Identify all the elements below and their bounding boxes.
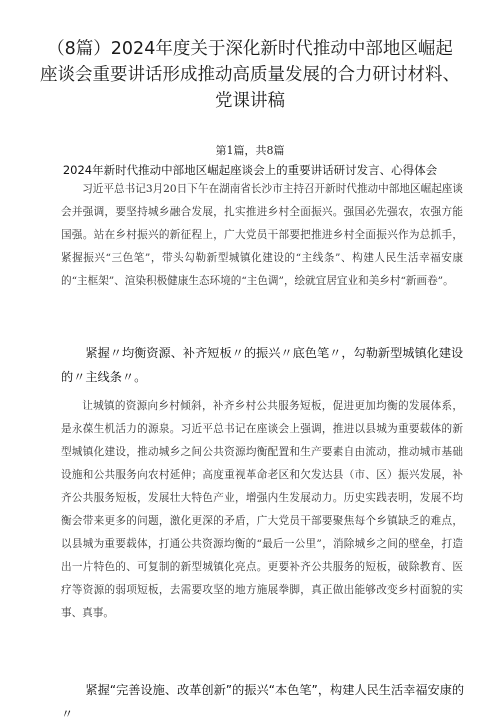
section-heading-1-text: 紧握〃均衡资源、补齐短板〃的振兴〃底色笔〃，勾勒新型城镇化建设的〃主线条〃。 (61, 346, 464, 384)
section-heading-1 (61, 341, 471, 389)
document-title: （8篇）2024年度关于深化新时代推动中部地区崛起座谈会重要讲话形成推动高质量发展的合力研讨材料、党课讲稿 (40, 39, 460, 111)
article-subtitle: 2024年新时代推动中部地区崛起座谈会上的重要讲话研讨发言、心得体会 (62, 163, 438, 177)
page-indicator: 第1篇，共8篇 (215, 144, 285, 157)
body-paragraph-1: 习近平总书记3月20日下午在湖南省长沙市主持召开新时代推动中部地区崛起座谈会并强调，要坚持城乡融合发展，扎实推进乡村全面振兴。强国必先强农，农强方能国强。站在乡村振兴的新征程上，广大党员干部要把推进乡村全面振兴作为总抓手，紧握振兴“三色笔”，带头勾勒新型城镇化建设的“主线条”、构建人民生活幸福安康的“主框架”、渲染积极健康生态环境的“主色调”，绘就宜居宜业和美乡村“新画卷”。 (61, 183, 463, 287)
body-paragraph-2: 让城镇的资源向乡村倾斜，补齐乡村公共服务短板，促进更加均衡的发展体系，是永葆生机活力的源泉。习近平总书记在座谈会上强调，推进以县城为重要载体的新型城镇化建设，推动城乡之间公共资源均衡配置和生产要素自由流动，推动城市基础设施和公共服务向农村延伸；高度重视革命老区和欠发达县（市、区）振兴发展，补齐公共服务短板，发展壮大特色产业，增强内生发展动力。历史实践表明，发展不均衡会带来更多的问题，激化更深的矛盾，广大党员干部要聚焦每个乡镇缺乏的难点，以县城为重要载体，打通公共资源均衡的“最后一公里”，消除城乡之间的壁垒，打造出一片特色的、可复制的新型城镇化亮点。更要补齐公共服务的短板，破除教育、医疗等资源的弱项短板，去需要攻坚的地方施展拳脚，真正做出能够改变乡村面貌的实事、真事。 (61, 400, 463, 619)
section-heading-2: 紧握“完善设施、改革创新”的振兴“本色笔”，构建人民生活幸福安康的〃 (61, 683, 465, 721)
